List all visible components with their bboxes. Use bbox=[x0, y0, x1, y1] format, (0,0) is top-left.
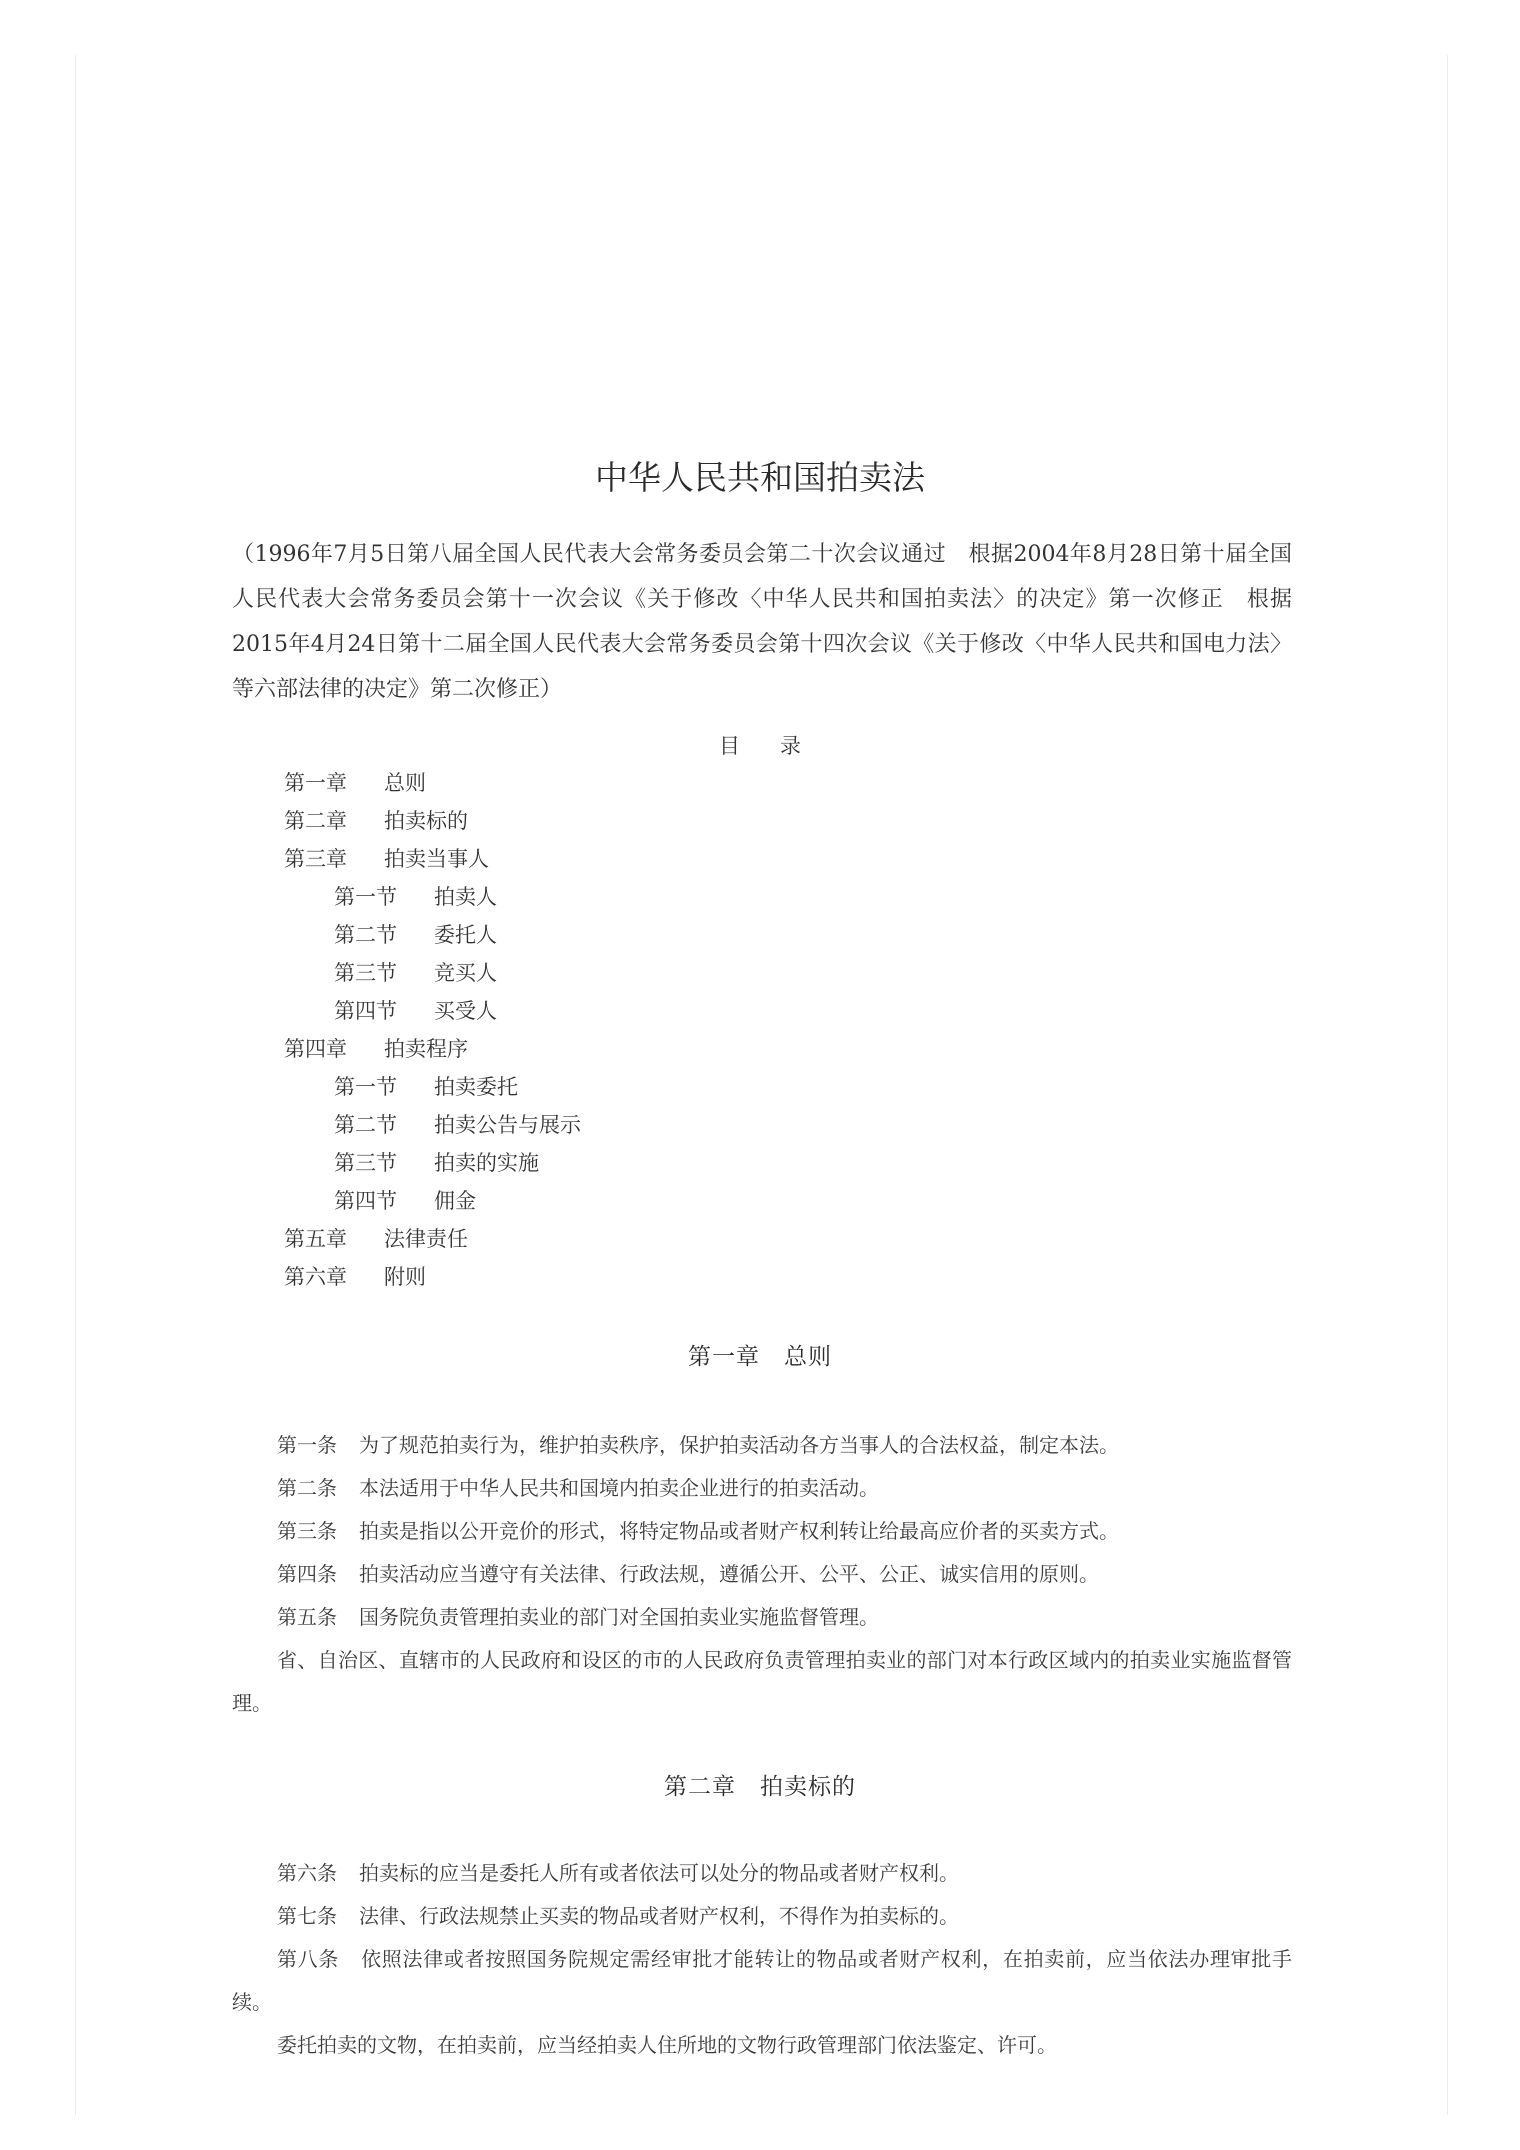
article-number: 第一条 bbox=[277, 1433, 337, 1457]
toc-item-chapter-1: 第一章 总则 bbox=[284, 771, 426, 795]
table-of-contents bbox=[284, 764, 581, 1296]
article-number: 第二条 bbox=[277, 1476, 337, 1500]
article-number: 第三条 bbox=[277, 1519, 337, 1543]
toc-item-ch3-section-1: 第一节 拍卖人 bbox=[334, 885, 497, 909]
toc-item-ch3-section-4: 第四节 买受人 bbox=[334, 999, 497, 1023]
chapter-heading-2: 第二章 拍卖标的 bbox=[664, 1774, 856, 1800]
article-text: 法律、行政法规禁止买卖的物品或者财产权利，不得作为拍卖标的。 bbox=[359, 1904, 959, 1928]
article-8 bbox=[232, 1938, 1292, 2024]
toc-item-ch4-section-1: 第一节 拍卖委托 bbox=[334, 1075, 518, 1099]
paragraph-text: 省、自治区、直辖市的人民政府和设区的市的人民政府负责管理拍卖业的部门对本行政区域内的拍卖业实施监督管理。 bbox=[232, 1648, 1292, 1715]
toc-item-chapter-2: 第二章 拍卖标的 bbox=[284, 809, 468, 833]
chapter-1-body bbox=[232, 1424, 1292, 1725]
chapter-heading-1: 第一章 总则 bbox=[688, 1344, 832, 1370]
document-title: 中华人民共和国拍卖法 bbox=[595, 458, 925, 497]
article-number: 第五条 bbox=[277, 1605, 337, 1629]
toc-item-chapter-5: 第五章 法律责任 bbox=[284, 1227, 468, 1251]
toc-item-ch3-section-3: 第三节 竞买人 bbox=[334, 961, 497, 985]
page-border-right bbox=[1447, 55, 1448, 2115]
document-preamble: （1996年7月5日第八届全国人民代表大会常务委员会第二十次会议通过 根据2004年8月28日第十届全国人民代表大会常务委员会第十一次会议《关于修改〈中华人民共和国拍卖法〉的决定》第一次修正 根据2015年4月24日第十二届全国人民代表大会常务委员会第十四次会议《关于修改〈中华人民共和国电力法〉等六部法律的决定》第二次修正） bbox=[232, 542, 1292, 702]
article-4 bbox=[232, 1553, 1292, 1596]
article-number: 第四条 bbox=[277, 1562, 337, 1586]
article-6 bbox=[232, 1852, 1292, 1895]
article-text: 国务院负责管理拍卖业的部门对全国拍卖业实施监督管理。 bbox=[359, 1605, 879, 1629]
article-text: 拍卖是指以公开竞价的形式，将特定物品或者财产权利转让给最高应价者的买卖方式。 bbox=[359, 1519, 1119, 1543]
page-border-left bbox=[75, 55, 76, 2115]
article-7 bbox=[232, 1895, 1292, 1938]
toc-item-chapter-6: 第六章 附则 bbox=[284, 1265, 426, 1289]
toc-item-ch4-section-2: 第二节 拍卖公告与展示 bbox=[334, 1113, 581, 1137]
article-5-paragraph-2 bbox=[232, 1639, 1292, 1725]
toc-item-chapter-3: 第三章 拍卖当事人 bbox=[284, 847, 489, 871]
article-number: 第七条 bbox=[277, 1904, 337, 1928]
article-8-paragraph-2 bbox=[232, 2024, 1292, 2067]
toc-item-ch3-section-2: 第二节 委托人 bbox=[334, 923, 497, 947]
toc-item-ch4-section-4: 第四节 佣金 bbox=[334, 1189, 476, 1213]
article-2 bbox=[232, 1467, 1292, 1510]
article-text: 拍卖活动应当遵守有关法律、行政法规，遵循公开、公平、公正、诚实信用的原则。 bbox=[359, 1562, 1099, 1586]
article-text: 依照法律或者按照国务院规定需经审批才能转让的物品或者财产权利，在拍卖前，应当依法办理审批手续。 bbox=[232, 1947, 1293, 2014]
toc-item-chapter-4: 第四章 拍卖程序 bbox=[284, 1037, 468, 1061]
toc-title: 目录 bbox=[719, 734, 841, 758]
article-1 bbox=[232, 1424, 1292, 1467]
article-text: 拍卖标的应当是委托人所有或者依法可以处分的物品或者财产权利。 bbox=[359, 1861, 959, 1885]
article-text: 为了规范拍卖行为，维护拍卖秩序，保护拍卖活动各方当事人的合法权益，制定本法。 bbox=[359, 1433, 1119, 1457]
article-number: 第六条 bbox=[277, 1861, 337, 1885]
toc-item-ch4-section-3: 第三节 拍卖的实施 bbox=[334, 1151, 539, 1175]
paragraph-text: 委托拍卖的文物，在拍卖前，应当经拍卖人住所地的文物行政管理部门依法鉴定、许可。 bbox=[277, 2033, 1057, 2057]
article-5 bbox=[232, 1596, 1292, 1639]
article-3 bbox=[232, 1510, 1292, 1553]
chapter-2-body bbox=[232, 1852, 1292, 2067]
article-number: 第八条 bbox=[277, 1947, 340, 1971]
article-text: 本法适用于中华人民共和国境内拍卖企业进行的拍卖活动。 bbox=[359, 1476, 879, 1500]
